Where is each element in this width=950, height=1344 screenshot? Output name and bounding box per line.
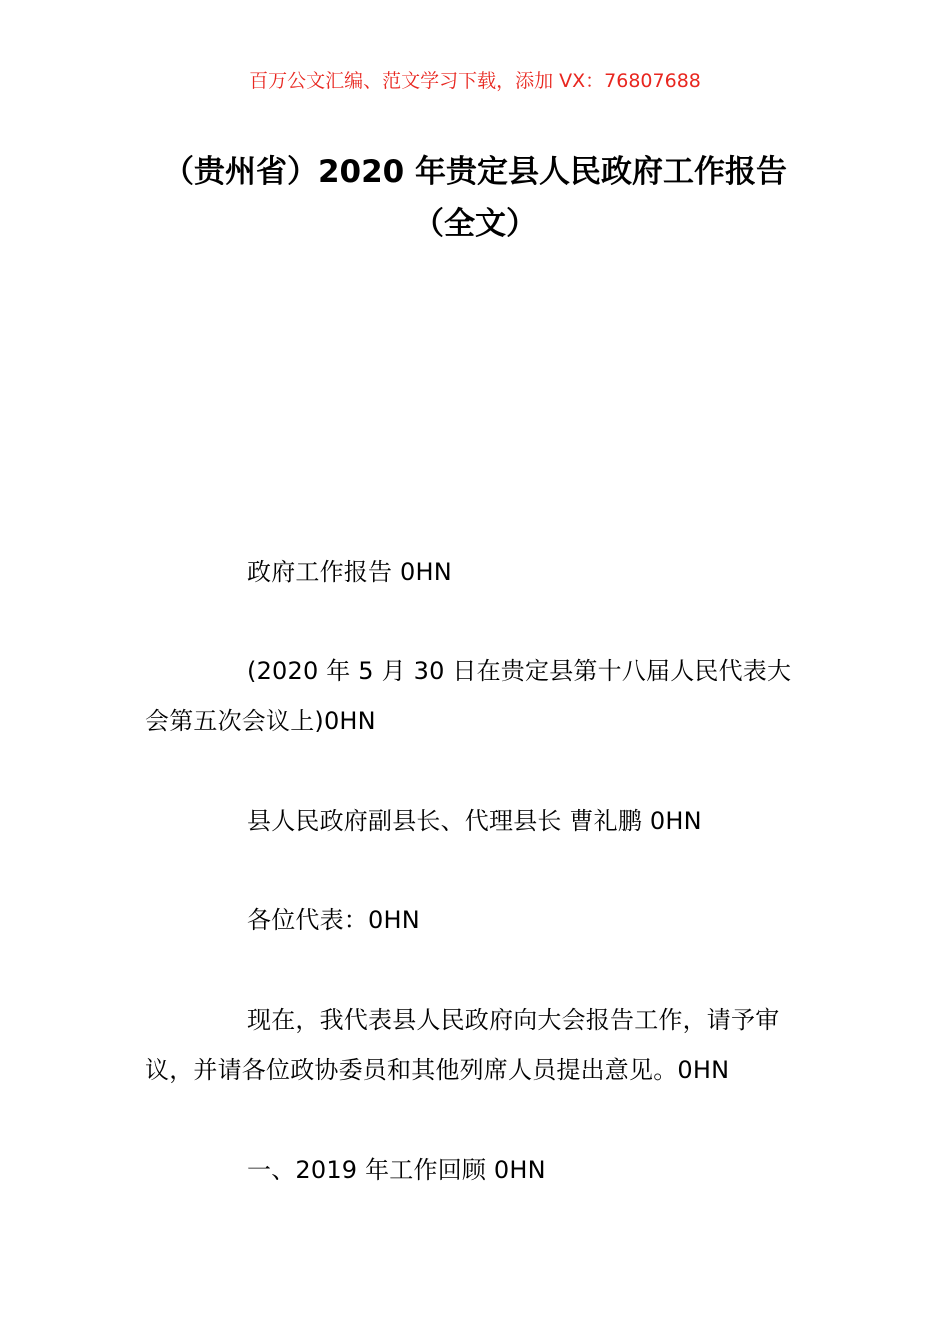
section-heading-review: 一、2019 年工作回顾 0HN: [247, 1156, 546, 1184]
paragraph-salutation: 各位代表：0HN: [247, 906, 420, 934]
paragraph-meeting-info: (2020 年 5 月 30 日在贵定县第十八届人民代表大会第五次会议上)0HN: [145, 657, 792, 735]
paragraph-report-label: 政府工作报告 0HN: [247, 558, 452, 586]
document-title: （贵州省）2020 年贵定县人民政府工作报告（全文）: [162, 154, 788, 242]
paragraph-speaker: 县人民政府副县长、代理县长 曹礼鹏 0HN: [247, 807, 702, 835]
header-promo-note: 百万公文汇编、范文学习下载，添加 VX：76807688: [249, 70, 701, 92]
paragraph-intro: 现在，我代表县人民政府向大会报告工作，请予审议，并请各位政协委员和其他列席人员提出意见。0HN: [145, 1006, 780, 1084]
